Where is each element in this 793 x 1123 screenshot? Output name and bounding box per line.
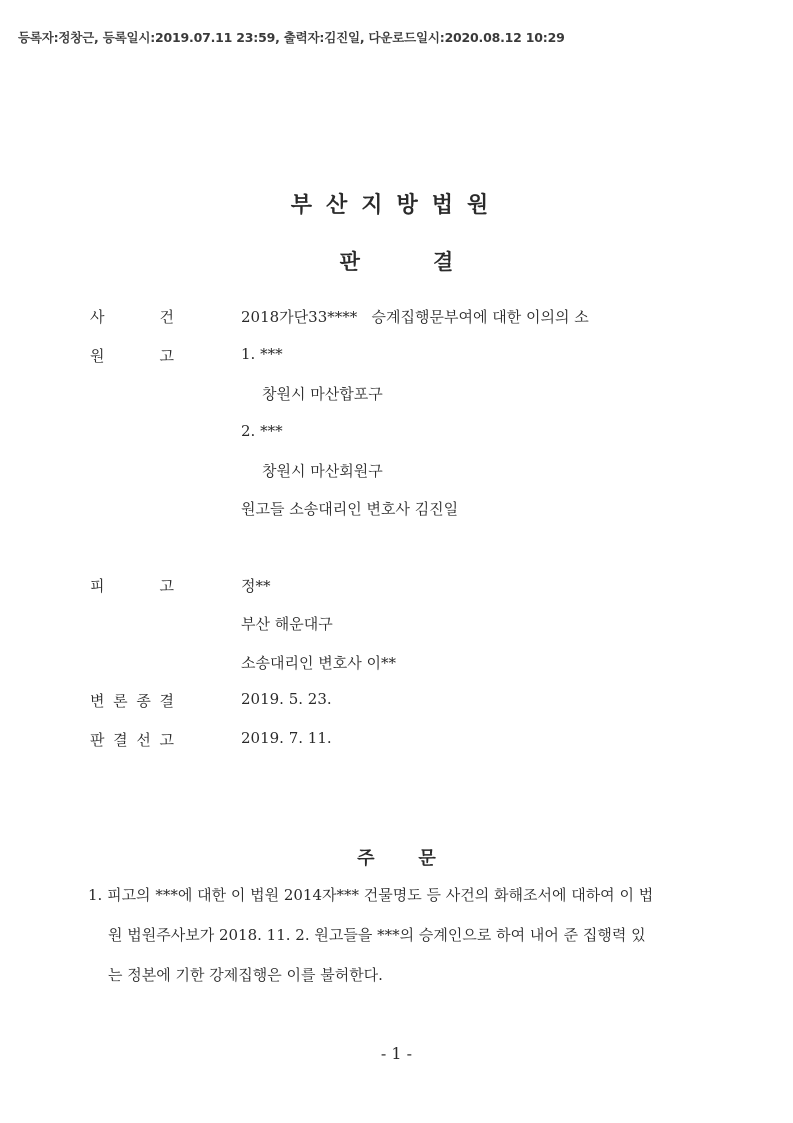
plaintiff-1-name: 1. *** <box>241 345 283 363</box>
plaintiff-counsel: 원고들 소송대리인 변호사 김진일 <box>241 500 459 518</box>
case-label: 사 건 <box>90 308 174 326</box>
order-text-line-1: 1. 피고의 ***에 대한 이 법원 2014자*** 건물명도 등 사건의 화해조서에 대하여 이 법 <box>88 886 654 904</box>
defendant-name: 정** <box>241 577 271 595</box>
order-text-line-3: 는 정본에 기한 강제집행은 이를 불허한다. <box>108 966 383 984</box>
page-number: - 1 - <box>380 1044 413 1063</box>
plaintiff-2-address: 창원시 마산회원구 <box>262 462 383 480</box>
defendant-address: 부산 해운대구 <box>241 615 333 633</box>
decision-label: 판 결 선 고 <box>90 731 174 749</box>
defendant-label: 피 고 <box>90 577 174 595</box>
plaintiff-1-address: 창원시 마산합포구 <box>262 385 383 403</box>
plaintiff-2-name: 2. *** <box>241 422 283 440</box>
plaintiff-label: 원 고 <box>90 347 174 365</box>
case-value: 2018가단33**** 승계집행문부여에 대한 이의의 소 <box>241 308 589 326</box>
defendant-counsel: 소송대리인 변호사 이** <box>241 654 396 672</box>
order-heading: 주 문 <box>357 848 436 869</box>
decision-date: 2019. 7. 11. <box>241 729 332 747</box>
order-text-line-2: 원 법원주사보가 2018. 11. 2. 원고들을 ***의 승계인으로 하여 내어 준 집행력 있 <box>108 926 646 944</box>
court-name: 부산지방법원 <box>290 193 503 218</box>
document-type-title: 판 결 <box>339 250 454 274</box>
closing-argument-date: 2019. 5. 23. <box>241 690 332 708</box>
closing-argument-label: 변 론 종 결 <box>90 692 174 710</box>
download-meta-line: 등록자:정창근, 등록일시:2019.07.11 23:59, 출력자:김진일, 다운로드일시:2020.08.12 10:29 <box>18 30 565 45</box>
